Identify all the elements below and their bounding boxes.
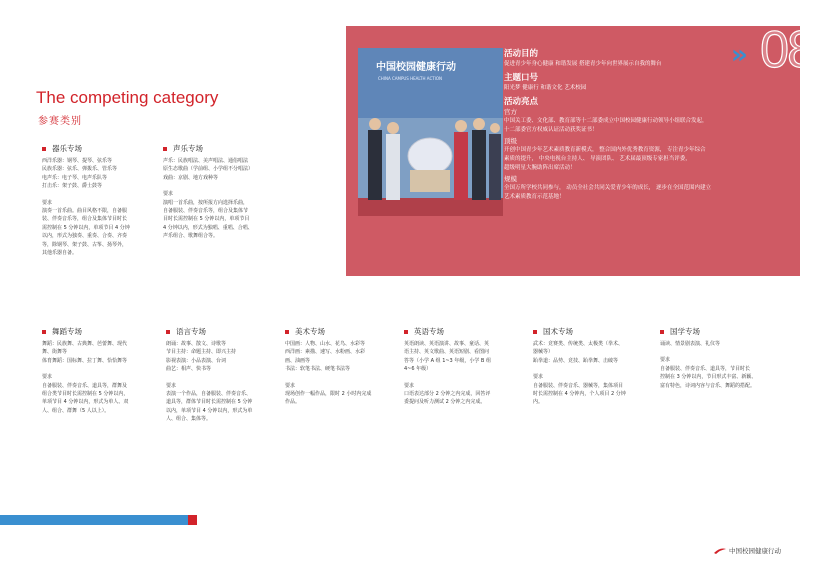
category-line: 西洋乐器：钢琴、提琴、弦乐等 [42, 158, 113, 164]
requirement-label: 要求 [163, 191, 174, 198]
requirement-line: 演唱一首乐曲，按所报方向选择乐曲， [163, 199, 249, 206]
category-line: 答等（小学 A 组 1~3 年级，小学 B 组 [404, 357, 491, 364]
activity-description [504, 48, 779, 202]
requirement-line: 单项节目 4 分钟以内，形式为单人、双 [42, 399, 129, 406]
category-line: 诵读、情景剧表演、礼仪等 [660, 341, 721, 347]
requirement-line: 目时长需控制在 5 分钟以内，单项节目 [163, 216, 250, 223]
category-line: 曲艺：相声、快书等 [166, 366, 212, 373]
scale-line-2: 艺术素质教育示范基地！ [504, 194, 565, 200]
bullet-square-icon [42, 330, 46, 334]
requirement-label: 要求 [166, 382, 177, 389]
category-line: 4~6 年级） [404, 366, 432, 373]
scale-heading: 规模 [504, 175, 517, 183]
activity-hero-panel [346, 21, 814, 276]
requirement-line: 现场创作一幅作品，限时 2 小时内完成 [285, 391, 372, 398]
category-name: 声乐专场 [173, 144, 203, 153]
category-line: 中国画：人物、山水、花鸟、水彩等 [285, 341, 366, 347]
category-line: 器械等） [533, 349, 554, 356]
requirement-label: 要求 [660, 357, 671, 364]
requirement-line: 以内，形式为独奏、重奏、合奏、齐奏 [42, 233, 128, 240]
category-line: 舞、街舞等 [42, 349, 68, 356]
top-line-1: 开创中国青少年艺术素质教育新模式， 整合国内外优秀教育资源， 专注青少年综合 [504, 147, 706, 153]
bullet-square-icon [166, 330, 170, 334]
category-line: 节目主持：命题主持、即兴主持 [166, 349, 237, 356]
requirement-line: 声乐组合、歌舞组合等。 [163, 233, 219, 240]
category-name: 国学专场 [670, 327, 700, 336]
category-art [285, 327, 403, 407]
bullet-square-icon [660, 330, 664, 334]
requirement-line: 等，除钢琴、架子鼓、古筝、扬琴外， [42, 241, 128, 248]
category-line: 英语朗读、英语演讲、故事、童话、英 [404, 341, 490, 347]
requirement-line: 自备服装、伴奏音乐等，组合及集体节 [163, 208, 249, 215]
logo-text: 中国校园健康行动 [729, 547, 781, 555]
requirement-label: 要求 [42, 199, 53, 206]
photo-banner-text: 中国校园健康行动 [376, 62, 456, 73]
requirement-line: 自备服装、伴奏音乐、道具等，节目时长 [660, 365, 751, 372]
top-heading: 顶级 [504, 137, 517, 145]
footer-accent-blue [0, 515, 188, 525]
requirement-line: 时长需控制在 4 分钟内，个人项目 2 分钟 [533, 391, 626, 398]
requirement-label: 要求 [42, 374, 53, 381]
category-line: 影视表演：小品表演、台词 [166, 357, 227, 364]
requirement-line: 控制在 3 分钟以内，节目形式丰富、新颖、 [660, 374, 757, 381]
scale-line-1: 全国万所学校共同参与， 动员全社会共同关爱青少年的成长， 逐步在全国范围内建立 [504, 185, 711, 191]
requirement-line: 内。 [533, 399, 544, 406]
requirement-line: 4 分钟以内，形式为独唱、重唱、合唱、 [163, 224, 253, 231]
requirement-line: 组合类节目时长需控制在 5 分钟以内， [42, 391, 129, 398]
requirement-label: 要求 [285, 382, 296, 389]
requirement-line: 装、伴奏音乐等，组合及集体节目时长 [42, 216, 128, 223]
category-martial-arts [533, 327, 653, 407]
requirement-line: 其他乐器自备。 [42, 250, 78, 257]
category-name: 舞蹈专场 [52, 327, 82, 336]
requirement-line: 口语表达部分 2 分钟之内完成，回答评 [404, 391, 491, 398]
category-dance [42, 327, 160, 415]
category-music [42, 144, 162, 257]
category-name: 器乐专场 [52, 144, 82, 153]
category-line: 书法：软笔书法、硬笔书法等 [285, 366, 351, 373]
category-name: 语言专场 [176, 327, 206, 336]
category-line: 朗诵：故事、散文、诗歌等 [166, 341, 227, 347]
top-line-2: 素质的提升， 中央电视台主持人、 导演团队、 艺术届最顶级专家担当评委， [504, 156, 691, 162]
category-english [404, 327, 529, 407]
category-vocal [163, 144, 283, 241]
purpose-heading: 活动目的 [504, 49, 539, 59]
event-photo-illustration [358, 48, 503, 216]
page-title-zh: 参赛类别 [38, 116, 82, 127]
bullet-square-icon [285, 330, 289, 334]
category-line: 电声乐：电子琴、电声乐队等 [42, 174, 108, 181]
highlights-heading: 活动亮点 [504, 97, 539, 107]
category-line: 舞蹈：民族舞、古典舞、芭蕾舞、现代 [42, 341, 128, 347]
requirement-line: 人、组合、群舞（5 人以上）。 [42, 407, 110, 414]
brand-logo [714, 546, 781, 555]
category-line: 戏曲：京剧、地方戏种等 [163, 174, 219, 181]
requirement-line: 表演一个作品，自备服装、伴奏音乐、 [166, 391, 252, 398]
category-line: 画、油画等 [285, 357, 311, 364]
bullet-square-icon [404, 330, 408, 334]
requirement-line: 以内，单项节目 4 分钟以内，形式为单 [166, 407, 253, 414]
logo-swoosh-icon [714, 548, 726, 554]
category-line: 打击乐：架子鼓、爵士鼓等 [42, 183, 103, 190]
category-line: 语主持、英文歌曲、英语短剧、看图问 [404, 349, 490, 356]
category-line: 武术：竞赛类、传统类、太极类（拳术、 [533, 341, 624, 347]
requirement-line: 道具等，群体节目时长需控制在 5 分钟 [166, 399, 253, 406]
bullet-square-icon [42, 147, 46, 151]
slogan-heading: 主题口号 [504, 73, 539, 83]
requirement-line: 自备服装、伴奏音乐、道具等，群舞及 [42, 382, 128, 389]
bullet-square-icon [163, 147, 167, 151]
requirement-line: 演奏一首乐曲。曲目风格不限，自备服 [42, 208, 128, 215]
category-name: 英语专场 [414, 327, 444, 336]
purpose-text: 促进青少年身心健康 和谐发展 搭建青少年向世界展示自我的舞台 [504, 61, 662, 67]
category-line: 民族乐器：弦乐、弹拨乐、管乐等 [42, 166, 118, 173]
category-line: 跆拳道：品势、竞技、跆拳舞、击破等 [533, 357, 619, 364]
official-line-2: 十二部委官方权威认证活动获奖证书！ [504, 127, 598, 133]
page-title-en: The competing category [36, 88, 219, 107]
category-name: 国术专场 [543, 327, 573, 336]
chevron-right-icon: » [731, 40, 740, 70]
top-line-3: 超级明星大腕助阵出席活动！ [504, 165, 576, 171]
category-name: 美术专场 [295, 327, 325, 336]
requirement-line: 作品。 [285, 399, 301, 406]
page-number: 08 [760, 21, 814, 79]
category-chinese-studies [660, 327, 785, 390]
official-heading: 官方 [504, 108, 517, 116]
category-line: 西洋画：素描、速写、水粉画、水彩 [285, 349, 366, 356]
requirement-line: 自备服装、伴奏音乐、器械等，集体项目 [533, 382, 624, 389]
requirement-line: 人、组合、集体等。 [166, 416, 212, 423]
category-line: 声乐：民族唱法、美声唱法、通俗唱法 [163, 158, 249, 164]
requirement-line: 富有特色，诗词内容与音乐、舞蹈的搭配。 [660, 382, 756, 389]
category-language [166, 327, 284, 424]
category-line: 体育舞蹈：国标舞、拉丁舞、恰恰舞等 [42, 357, 128, 364]
slogan-text: 阳光梦 健康行 和谐文化 艺术校园 [504, 85, 587, 91]
photo-banner-sub: CHINA CAMPUS HEALTH ACTION [378, 76, 443, 81]
event-photo [358, 48, 503, 216]
bullet-square-icon [533, 330, 537, 334]
requirement-line: 委提问及听力测试 2 分钟之内完成。 [404, 399, 486, 406]
requirement-line: 需控制在 5 分钟以内，单项节目 4 分钟 [42, 224, 130, 231]
requirement-label: 要求 [404, 382, 415, 389]
official-line-1: 中国关工委、文化部、教育部等十二部委成立中国校园健康行动领导小组联合发起， [504, 118, 708, 124]
category-line: 原生态歌曲（学前组、小学组不分唱法） [163, 166, 254, 173]
requirement-label: 要求 [533, 374, 544, 381]
